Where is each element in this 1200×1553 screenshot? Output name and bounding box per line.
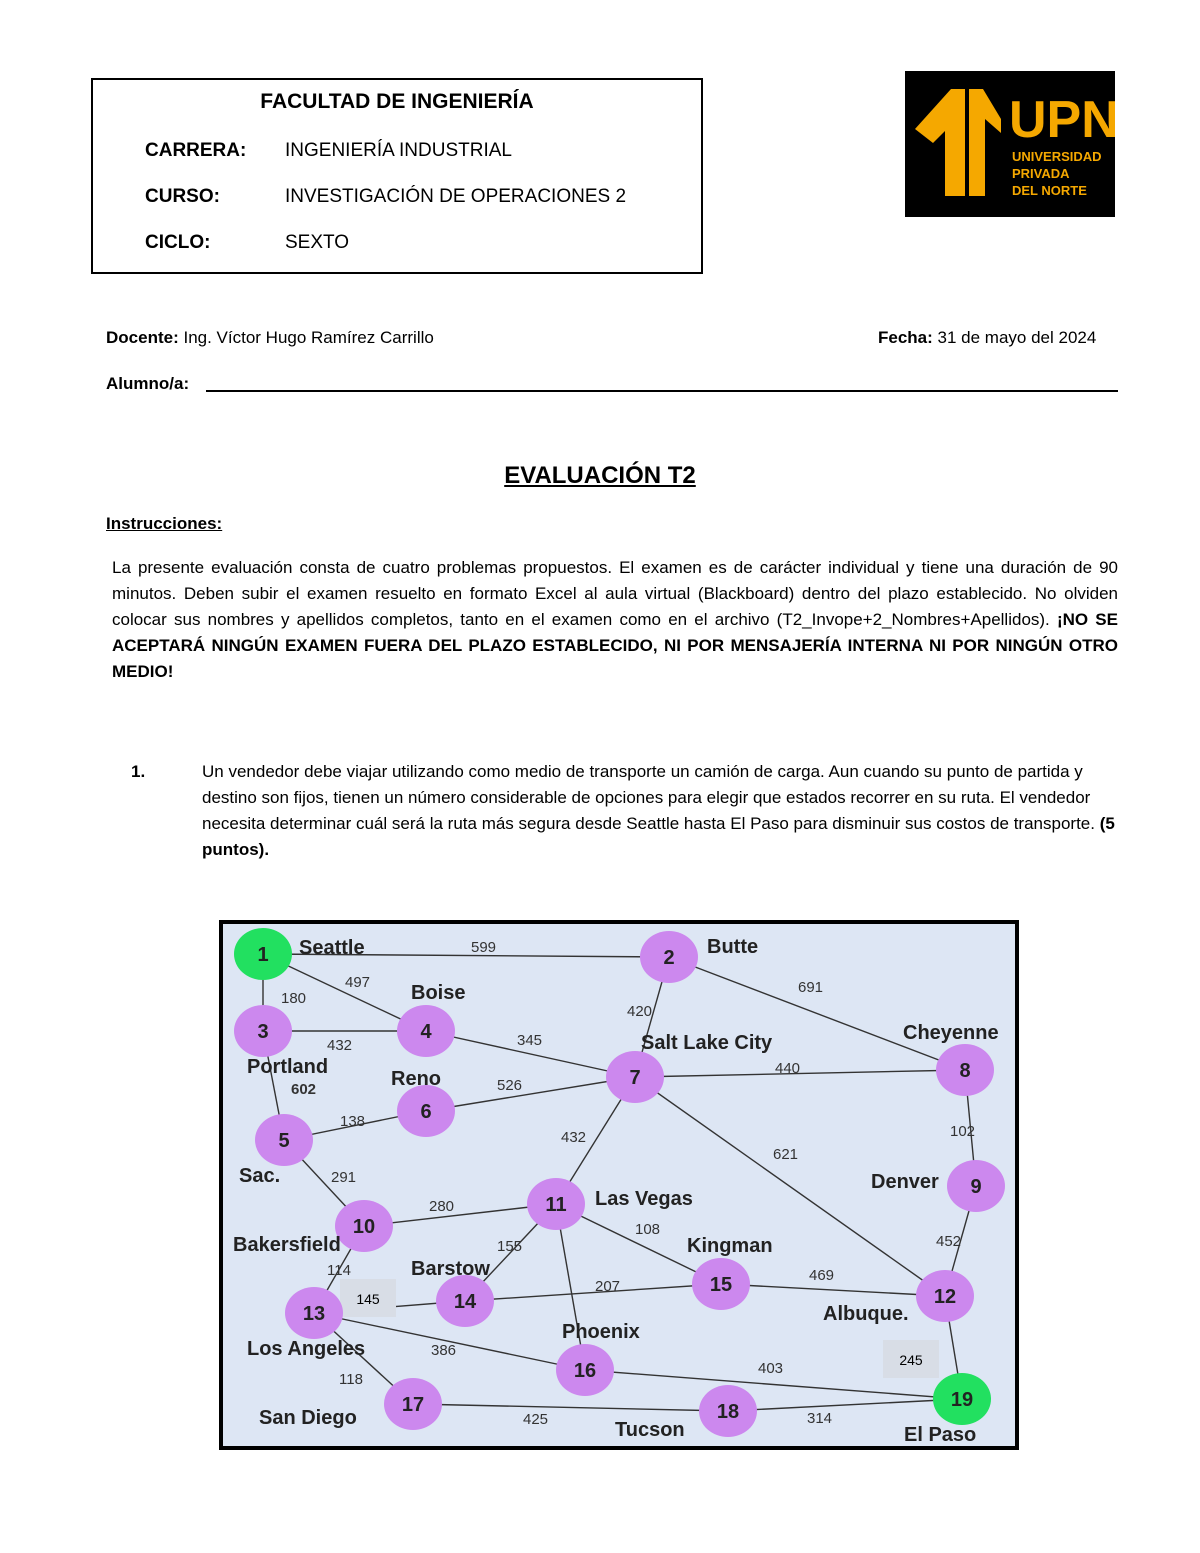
node-14 (436, 1275, 494, 1327)
logo-line-3: DEL NORTE (1012, 183, 1087, 198)
edge-14-15 (465, 1284, 721, 1301)
edge-weight-label: 118 (339, 1371, 363, 1388)
edge-weight-label: 155 (497, 1238, 523, 1255)
docente-label: Docente: (106, 328, 179, 347)
node-number: 13 (302, 1303, 326, 1325)
edge-weight-label: 621 (773, 1146, 799, 1163)
city-label: Cheyenne (903, 1022, 999, 1044)
node-number: 8 (959, 1060, 971, 1082)
node-number: 4 (420, 1021, 432, 1043)
edge-weight-label: 314 (807, 1410, 833, 1427)
edge-17-18 (413, 1404, 728, 1411)
edge-weight-label: 691 (798, 979, 824, 996)
node-2 (640, 931, 698, 983)
city-label: Tucson (615, 1419, 685, 1441)
faculty-title: FACULTAD DE INGENIERÍA (260, 90, 534, 113)
edge-weight-label: 108 (635, 1221, 661, 1238)
edge-weight-label: 180 (281, 990, 307, 1007)
upn-logo (905, 71, 1115, 217)
node-4 (397, 1005, 455, 1057)
header-value: SEXTO (285, 232, 350, 253)
city-label: El Paso (904, 1424, 977, 1446)
edge-weight-label: 497 (345, 974, 371, 991)
problem-statement (202, 759, 1124, 863)
node-number: 17 (401, 1394, 425, 1416)
node-19 (933, 1373, 991, 1425)
instructions-warning: ¡NO SE ACEPTARÁ NINGÚN EXAMEN FUERA DEL PLAZO ESTABLECIDO, NI POR MENSAJERÍA INTERNA NI POR NINGÚN OTRO MEDIO! (112, 610, 1118, 681)
node-6 (397, 1085, 455, 1137)
node-number: 2 (663, 947, 675, 969)
edge-weight-label: 138 (340, 1113, 366, 1130)
node-10 (335, 1200, 393, 1252)
problem-number: 1. (131, 762, 146, 781)
edge-weight-label: 425 (523, 1411, 549, 1428)
city-label: Albuque. (823, 1303, 909, 1325)
city-label: Portland (247, 1056, 329, 1078)
edge-weight-label: 145 (356, 1291, 380, 1307)
edge-6-7 (426, 1077, 635, 1111)
city-label: Las Vegas (595, 1188, 693, 1210)
problem-text: Un vendedor debe viajar utilizando como medio de transporte un camión de carga. Aun cuando su punto de partida y destino son fijos, tienen un número considerable de opciones para elegir que estados recorrer en su ruta. El vendedor necesita determinar cuál será la ruta más segura desde Seattle hasta El Paso para disminuir sus costos de transporte. (202, 762, 1095, 833)
city-label: Sac. (239, 1165, 281, 1187)
node-11 (527, 1178, 585, 1230)
edge-weight-label: 386 (431, 1342, 457, 1359)
fecha-value: 31 de mayo del 2024 (937, 328, 1097, 347)
upn-arrow-icon (905, 71, 1115, 217)
city-label: Seattle (299, 937, 365, 959)
edge-weight-label: 432 (327, 1037, 353, 1054)
node-number: 11 (545, 1194, 567, 1216)
node-3 (234, 1005, 292, 1057)
city-label: Butte (707, 936, 759, 958)
city-label: San Diego (259, 1407, 357, 1429)
route-network-figure (219, 920, 1019, 1450)
edge-weight-label: 599 (471, 939, 497, 956)
node-number: 5 (278, 1130, 290, 1152)
node-12 (916, 1270, 974, 1322)
node-5 (255, 1114, 313, 1166)
edge-weight-label: 440 (775, 1060, 801, 1077)
node-number: 1 (257, 944, 269, 966)
node-number: 19 (950, 1389, 974, 1411)
node-16 (556, 1344, 614, 1396)
node-number: 18 (716, 1401, 740, 1423)
edge-weight-label: 102 (950, 1123, 976, 1140)
edge-weight-label: 452 (936, 1233, 962, 1250)
node-1 (234, 928, 292, 980)
node-15 (692, 1258, 750, 1310)
docente-line (106, 328, 434, 348)
course-header-box (91, 78, 703, 274)
city-label: Bakersfield (233, 1234, 341, 1256)
node-number: 9 (970, 1176, 982, 1198)
city-label: Barstow (411, 1258, 490, 1280)
node-number: 10 (352, 1216, 376, 1238)
edge-weight-label: 469 (809, 1267, 835, 1284)
city-label: Los Angeles (247, 1338, 366, 1360)
city-label: Boise (411, 982, 466, 1004)
city-label: Denver (871, 1171, 939, 1193)
city-label: Salt Lake City (641, 1032, 773, 1054)
node-number: 12 (933, 1286, 957, 1308)
city-label: Phoenix (562, 1321, 640, 1343)
docente-value: Ing. Víctor Hugo Ramírez Carrillo (183, 328, 434, 347)
edge-weight-label: 207 (595, 1278, 621, 1295)
node-17 (384, 1378, 442, 1430)
header-label: CICLO: (145, 232, 211, 253)
node-13 (285, 1287, 343, 1339)
instructions-paragraph (112, 555, 1118, 685)
node-7 (606, 1051, 664, 1103)
alumno-line (106, 374, 189, 394)
fecha-line (878, 328, 1096, 348)
exam-title: EVALUACIÓN T2 (504, 462, 696, 489)
edge-10-11 (364, 1204, 556, 1226)
instructions-text: La presente evaluación consta de cuatro problemas propuestos. El examen es de carácter individual y tiene una duración de 90 minutos. Deben subir el examen resuelto en formato Excel al aula virtual (Blackboard) dentro del plazo establecido. No olviden colocar sus nombres y apellidos completos, tanto en el examen como en el archivo (T2_Invope+2_Nombres+Apellidos). (112, 558, 1118, 629)
node-8 (936, 1044, 994, 1096)
node-18 (699, 1385, 757, 1437)
edge-weight-label: 420 (627, 1003, 653, 1020)
node-9 (947, 1160, 1005, 1212)
header-label: CARRERA: (145, 140, 247, 161)
edge-weight-label: 114 (327, 1262, 351, 1279)
node-number: 15 (709, 1274, 733, 1296)
city-label: Reno (391, 1068, 441, 1090)
edge-weight-label: 291 (331, 1169, 357, 1186)
instructions-heading: Instrucciones: (106, 514, 223, 533)
edge-weight-label: 432 (561, 1129, 587, 1146)
alumno-label: Alumno/a: (106, 374, 190, 393)
header-row-curso (145, 186, 626, 208)
city-label: Kingman (687, 1235, 773, 1257)
fecha-label: Fecha: (878, 328, 933, 347)
route-network-graph (223, 924, 1015, 1446)
logo-brand: UPN (1009, 91, 1115, 149)
header-value: INVESTIGACIÓN DE OPERACIONES 2 (285, 186, 627, 207)
problem-points: (5 puntos). (202, 814, 1115, 859)
node-number: 7 (629, 1067, 641, 1089)
edge-weight-label: 602 (291, 1081, 317, 1098)
header-label: CURSO: (145, 186, 220, 207)
node-number: 14 (453, 1291, 477, 1313)
node-number: 3 (257, 1021, 269, 1043)
header-row-carrera (145, 140, 512, 162)
logo-line-1: UNIVERSIDAD (1012, 149, 1102, 164)
edge-weight-label: 403 (758, 1360, 784, 1377)
edge-weight-label: 280 (429, 1198, 455, 1215)
edge-weight-label: 526 (497, 1077, 523, 1094)
edge-15-12 (721, 1284, 945, 1296)
edge-weight-label: 245 (899, 1352, 923, 1368)
header-value: INGENIERÍA INDUSTRIAL (285, 140, 512, 161)
edge-weight-label: 345 (517, 1032, 543, 1049)
node-number: 16 (573, 1360, 597, 1382)
edge-18-19 (728, 1399, 962, 1411)
alumno-blank-line[interactable] (206, 390, 1118, 392)
header-row-ciclo (145, 232, 349, 254)
node-number: 6 (420, 1101, 432, 1123)
logo-line-2: PRIVADA (1012, 166, 1070, 181)
